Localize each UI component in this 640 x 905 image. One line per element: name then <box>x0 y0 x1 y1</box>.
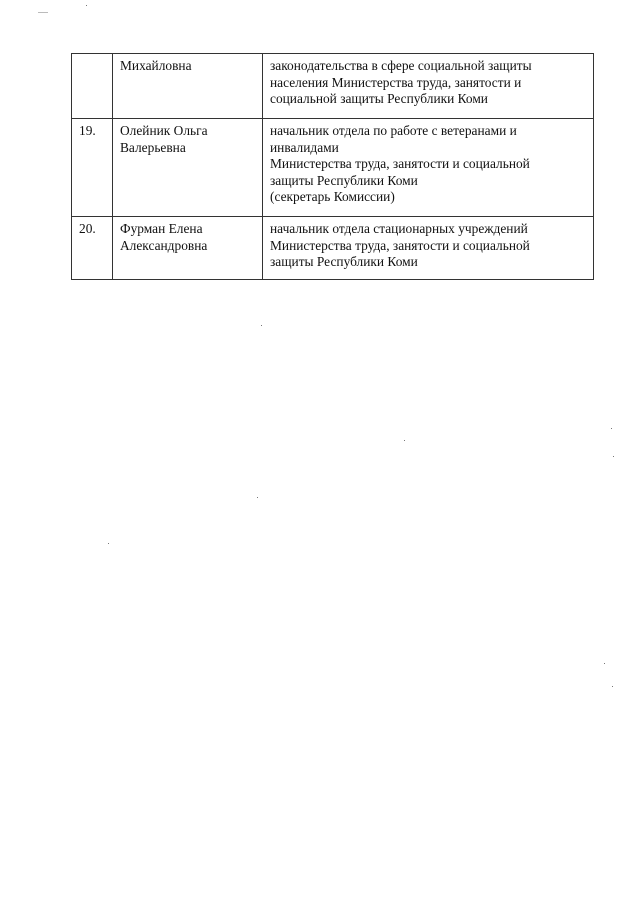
member-name: Фурман Елена Александровна <box>120 221 208 253</box>
row-number <box>72 54 112 64</box>
scan-speck <box>604 663 605 664</box>
member-position: начальник отдела по работе с ветеранами и инвалидами Министерства труда, занятости и социальной защиты Республики Коми (секретарь Комиссии) <box>270 123 530 204</box>
member-position-cell <box>263 217 594 280</box>
table-row <box>72 217 594 280</box>
scan-speck <box>257 497 258 498</box>
row-number-cell <box>72 119 113 217</box>
member-position-cell <box>263 119 594 217</box>
scan-speck <box>611 428 612 429</box>
member-name-cell <box>113 119 263 217</box>
table-row <box>72 119 594 217</box>
member-name: Михайловна <box>120 58 192 73</box>
row-number-cell <box>72 54 113 119</box>
scan-speck <box>86 5 87 6</box>
member-name-cell <box>113 217 263 280</box>
scan-speck <box>613 456 614 457</box>
commission-members-table <box>71 53 594 280</box>
row-number: 19. <box>79 123 96 138</box>
member-name: Олейник Ольга Валерьевна <box>120 123 208 155</box>
scan-speck <box>261 325 262 326</box>
member-position-cell <box>263 54 594 119</box>
member-position: законодательства в сфере социальной защиты населения Министерства труда, занятости и социальной защиты Республики Коми <box>270 58 532 106</box>
scan-speck <box>612 686 613 687</box>
row-number-cell <box>72 217 113 280</box>
row-number: 20. <box>79 221 96 236</box>
table-row <box>72 54 594 119</box>
scan-speck <box>108 543 109 544</box>
member-position: начальник отдела стационарных учреждений Министерства труда, занятости и социальной защиты Республики Коми <box>270 221 530 269</box>
scan-speck <box>404 440 405 441</box>
scan-speck <box>38 12 48 13</box>
member-name-cell <box>113 54 263 119</box>
